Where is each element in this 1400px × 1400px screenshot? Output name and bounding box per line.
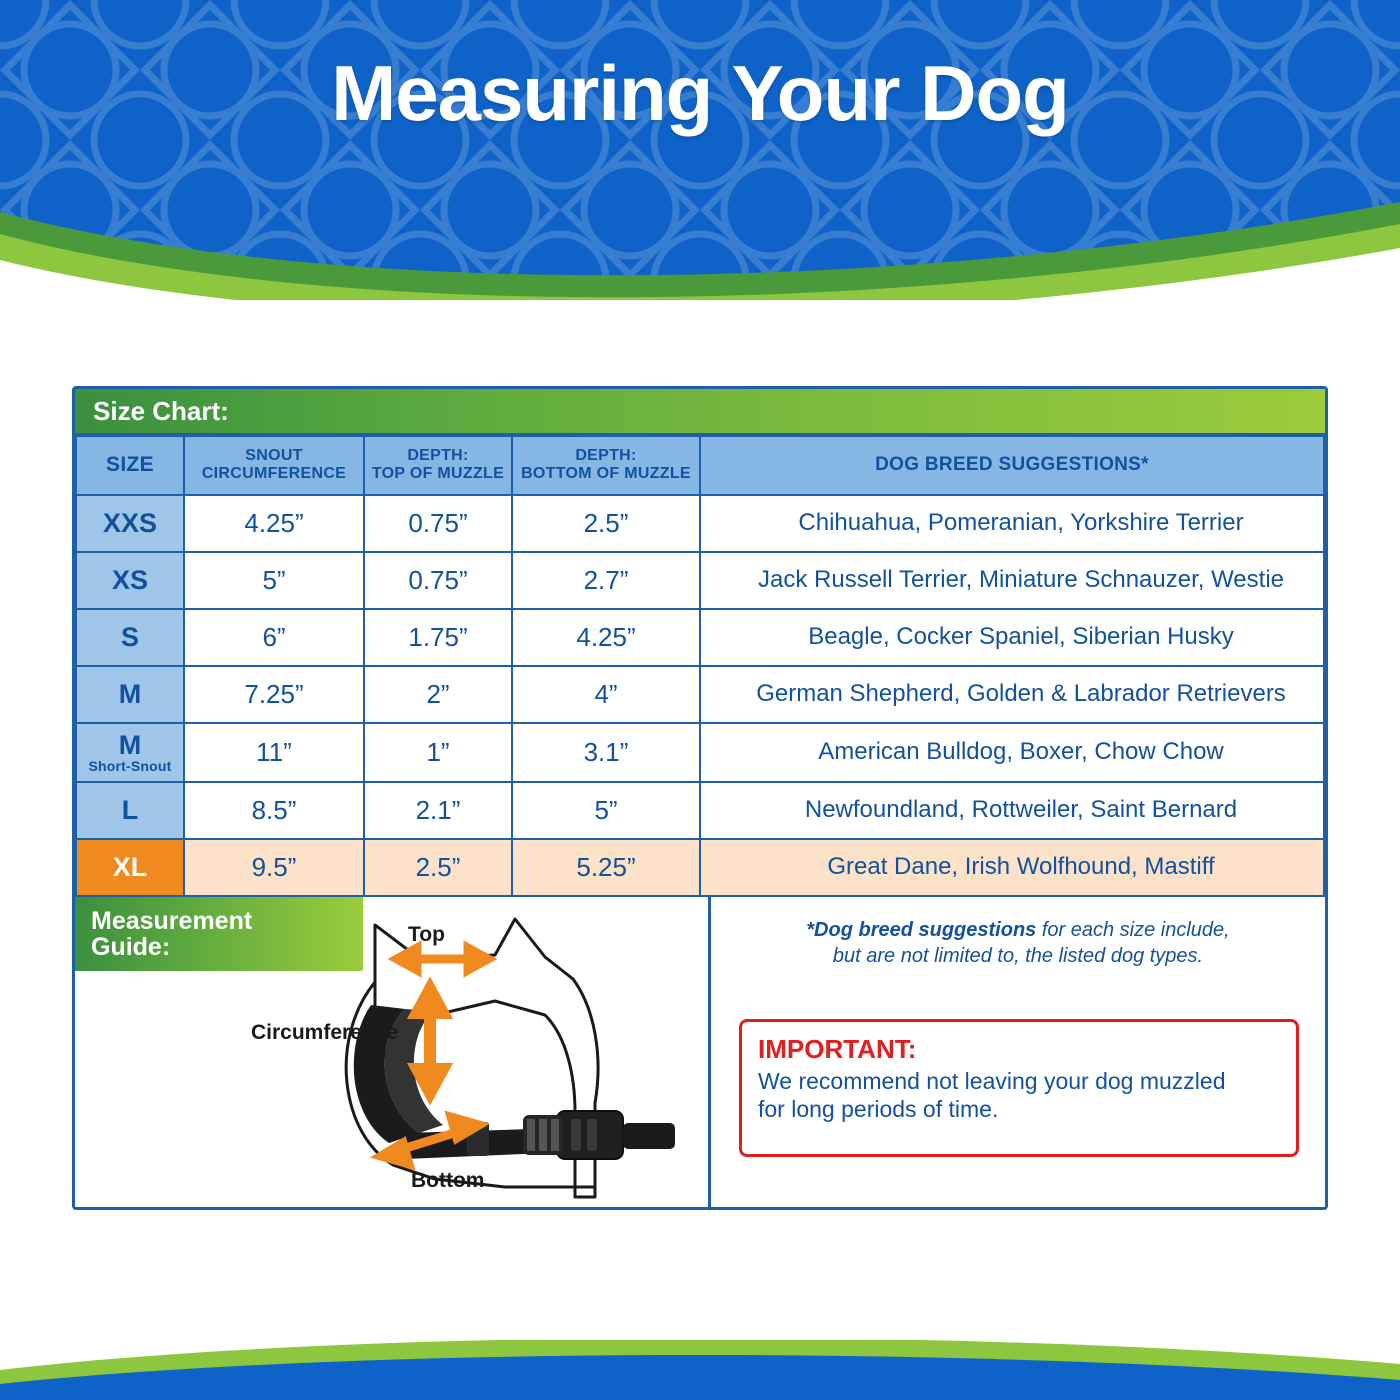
cell-depth-top: 0.75” [364,495,512,552]
column-header-depth-top-line2: TOP OF MUZZLE [371,465,505,483]
table-header-row [76,436,1324,495]
cell-size-sub: Short-Snout [88,757,172,774]
page-header [0,0,1400,300]
cell-breeds: Great Dane, Irish Wolfhound, Mastiff [700,839,1324,896]
measurement-guide-panel [75,897,711,1207]
cell-size [76,723,184,782]
page-footer [0,1340,1400,1400]
cell-size-main: M [118,729,142,760]
cell-snout: 9.5” [184,839,364,896]
cell-depth-bottom: 2.7” [512,552,700,609]
cell-depth-top: 2.5” [364,839,512,896]
table-row [76,839,1324,896]
cell-depth-bottom: 4” [512,666,700,723]
cell-snout: 6” [184,609,364,666]
cell-breeds: Chihuahua, Pomeranian, Yorkshire Terrier [700,495,1324,552]
cell-depth-top: 2” [364,666,512,723]
column-header-snout [184,436,364,495]
important-line1: We recommend not leaving your dog muzzled [758,1067,1226,1094]
size-chart-heading: Size Chart: [93,395,229,426]
cell-breeds: German Shepherd, Golden & Labrador Retrievers [700,666,1324,723]
table-row [76,666,1324,723]
cell-snout: 11” [184,723,364,782]
label-bottom: Bottom [411,1168,485,1192]
cell-snout: 5” [184,552,364,609]
table-row [76,782,1324,839]
breed-footnote-rest: for each size include, [1036,918,1230,941]
column-header-depth-bottom-line1: DEPTH: [575,447,637,464]
cell-depth-bottom: 2.5” [512,495,700,552]
page-title: Measuring Your Dog [331,49,1069,137]
cell-size: L [76,782,184,839]
cell-breeds: American Bulldog, Boxer, Chow Chow [700,723,1324,782]
table-row [76,552,1324,609]
table-row [76,609,1324,666]
column-header-breeds: DOG BREED SUGGESTIONS* [700,436,1324,495]
cell-breeds: Jack Russell Terrier, Miniature Schnauzer, Westie [700,552,1324,609]
label-top: Top [408,922,445,946]
cell-size: M [76,666,184,723]
table-row [76,723,1324,782]
column-header-size: SIZE [76,436,184,495]
cell-size: XXS [76,495,184,552]
cell-snout: 4.25” [184,495,364,552]
cell-depth-bottom: 5.25” [512,839,700,896]
cell-size: XL [76,839,184,896]
cell-size: S [76,609,184,666]
label-circumference: Circumference [251,1020,399,1044]
cell-depth-bottom: 4.25” [512,609,700,666]
important-title: IMPORTANT: [758,1033,917,1064]
footer-wave-icon [0,1340,1400,1400]
breed-footnote [711,917,1325,970]
cell-depth-bottom: 3.1” [512,723,700,782]
cell-breeds: Beagle, Cocker Spaniel, Siberian Husky [700,609,1324,666]
column-header-depth-bottom [512,436,700,495]
measurement-guide-badge [75,897,363,971]
important-callout [739,1019,1299,1157]
cell-size: XS [76,552,184,609]
column-header-depth-top [364,436,512,495]
column-header-snout-line2: CIRCUMFERENCE [201,465,347,483]
size-chart-header [75,389,1325,435]
cell-depth-top: 1” [364,723,512,782]
table-row [76,495,1324,552]
header-wave-divider [0,190,1400,300]
column-header-depth-bottom-line2: BOTTOM OF MUZZLE [521,465,691,483]
cell-snout: 8.5” [184,782,364,839]
guide-badge-line2: Guide: [91,932,171,961]
column-header-snout-line1: SNOUT [245,447,303,464]
cell-depth-top: 0.75” [364,552,512,609]
size-chart-table [75,435,1325,897]
cell-breeds: Newfoundland, Rottweiler, Saint Bernard [700,782,1324,839]
cell-depth-top: 2.1” [364,782,512,839]
right-panel [711,897,1325,1207]
breed-footnote-line2: but are not limited to, the listed dog types. [832,945,1204,968]
cell-depth-top: 1.75” [364,609,512,666]
important-line2: for long periods of time. [758,1095,999,1122]
bottom-section [75,897,1325,1207]
guide-badge-line1: Measurement [91,906,253,935]
column-header-depth-top-line1: DEPTH: [407,447,469,464]
breed-footnote-lead: *Dog breed suggestions [806,918,1037,941]
cell-snout: 7.25” [184,666,364,723]
cell-depth-bottom: 5” [512,782,700,839]
size-chart-card [72,386,1328,1210]
